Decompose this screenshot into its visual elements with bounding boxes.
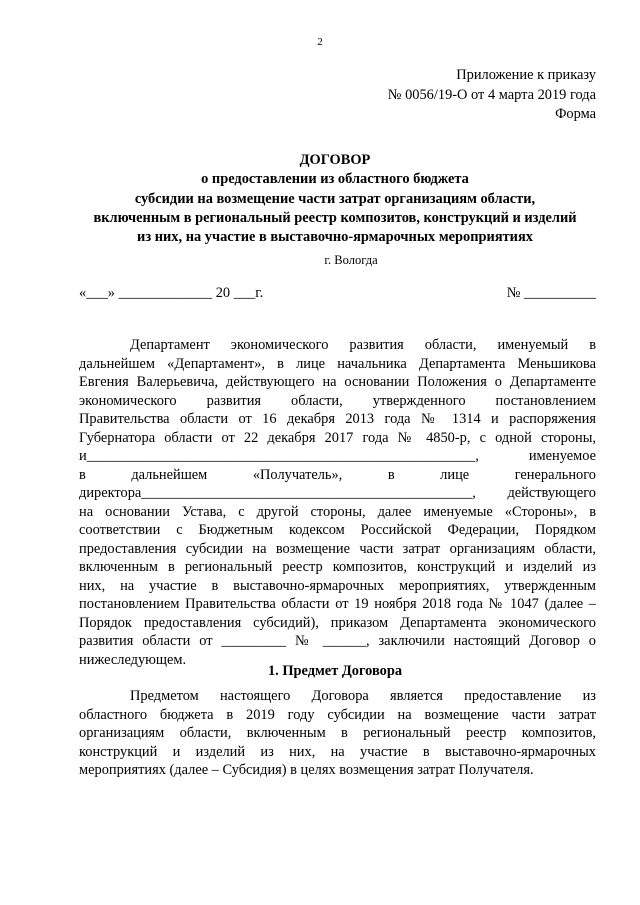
text-line: Департамент экономического развития области, именуемый в: [130, 337, 596, 353]
text-line: областного бюджета в 2019 году субсидии на возмещение части затрат: [79, 706, 596, 723]
text-line: развития области от _________ № ______, заключили настоящий Договор о: [79, 633, 596, 649]
city: г. Вологда: [324, 253, 378, 267]
text-line: Губернатора области от 22 декабря 2017 года № 4850-р, с одной стороны,: [79, 429, 596, 446]
text-line: на основании Устава, с другой стороны, далее именуемые «Стороны», в: [79, 503, 596, 520]
text-line: в дальнейшем «Получатель», в лице генерального: [79, 466, 596, 483]
text-line: мероприятиях (далее – Субсидия) в целях возмещения затрат Получателя.: [79, 762, 534, 778]
text-line: Порядок предоставления субсидий), приказом Департамента экономического: [79, 614, 596, 631]
text-line: Предметом настоящего Договора является предоставление из: [130, 688, 596, 704]
title-line-2: субсидии на возмещение части затрат организациям области,: [134, 190, 536, 207]
text-line: директора______________________________________________, действующего: [79, 485, 596, 501]
text-line: дальнейшем «Департамент», в лице начальника Департамента Меньшикова: [79, 355, 596, 372]
contract-title: [70, 151, 600, 247]
title-line-1: о предоставлении из областного бюджета: [201, 171, 469, 188]
section-1-paragraph: [79, 687, 596, 780]
text-line: Евгения Валерьевича, действующего на основании Положения о Департаменте: [79, 374, 596, 390]
appendix-line-3: Форма: [555, 106, 596, 122]
text-line: Правительства области от 16 декабря 2013 года № 1314 и распоряжения: [79, 411, 596, 427]
title-line-4: из них, на участие в выставочно-ярмарочных мероприятиях: [137, 229, 533, 246]
contract-number: № __________: [506, 285, 596, 301]
title-heading: ДОГОВОР: [299, 152, 371, 168]
text-line: экономического развития области, утвержденного постановлением: [79, 392, 596, 409]
text-line: соответствии с Бюджетным кодексом Российской Федерации, Порядком: [79, 522, 596, 538]
title-line-3: включенным в региональный реестр композитов, конструкций и изделий: [93, 209, 577, 226]
text-line: и______________________________________________________, именуемое: [79, 448, 596, 464]
text-line: организациям области, включенным в региональный реестр композитов,: [79, 725, 596, 741]
page-number: 2: [317, 36, 323, 48]
text-line: нижеследующем.: [79, 651, 187, 668]
text-line: них, на участие в выставочно-ярмарочных мероприятиях, утвержденным: [79, 577, 596, 594]
appendix-line-2: № 0056/19-О от 4 марта 2019 года: [387, 86, 596, 103]
text-line: включенным в региональный реестр композитов, конструкций и изделий из: [79, 559, 596, 575]
appendix-note: [388, 66, 596, 125]
text-line: постановлением Правительства области от 19 ноября 2018 года № 1047 (далее –: [79, 596, 596, 612]
text-line: предоставления субсидии на возмещение части затрат организациям области,: [79, 540, 596, 557]
appendix-line-1: Приложение к приказу: [456, 67, 596, 83]
preamble-paragraph: [79, 336, 596, 669]
contract-date: «___» _____________ 20 ___г.: [79, 285, 264, 301]
section-1-heading: 1. Предмет Договора: [267, 663, 403, 679]
text-line: конструкций и изделий из них, на участие в выставочно-ярмарочных: [79, 743, 596, 760]
